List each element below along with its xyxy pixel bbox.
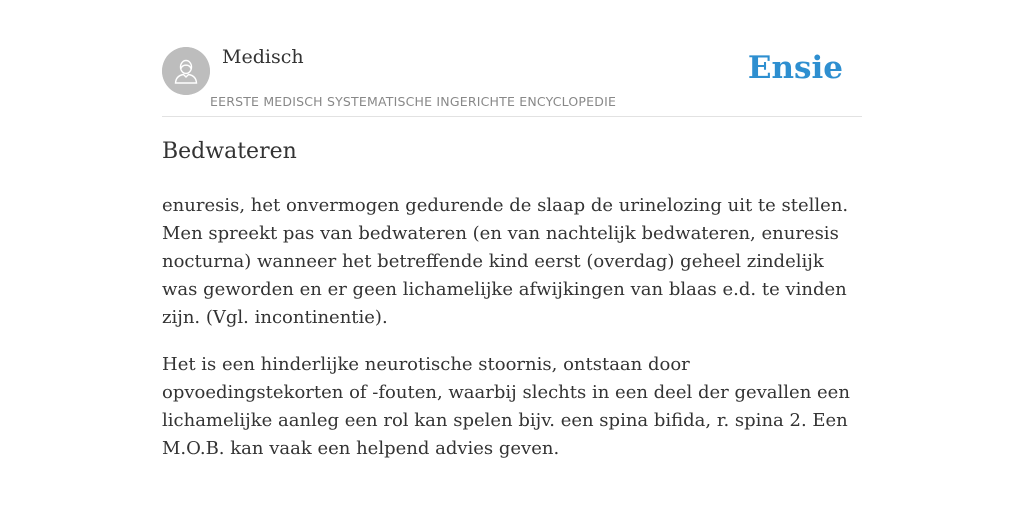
article-paragraph: Het is een hinderlijke neurotische stoornis, ontstaan door opvoedingstekorten of -fouten, waarbij slechts in een deel der gevallen een lichamelijke aanleg een rol kan spelen bijv. een spina bifida, r. spina 2. Een M.O.B. kan vaak een helpend advies geven. [162,354,850,459]
brand-logo[interactable]: Ensie [747,50,843,86]
page [162,0,862,512]
article-paragraph: enuresis, het onvermogen gedurende de slaap de urinelozing uit te stellen. Men spreekt pas van bedwateren (en van nachtelijk bedwateren, enuresis nocturna) wanneer het betreffende kind eerst (overdag) geheel zindelijk was geworden en er geen lichamelijke afwijkingen van blaas e.d. te vinden zijn. (Vgl. incontinentie). [162,195,849,328]
page-header [162,0,862,117]
source-name[interactable]: Medisch [222,46,304,68]
source-subtitle: EERSTE MEDISCH SYSTEMATISCHE INGERICHTE ENCYCLOPEDIE [210,94,617,109]
article-title: Bedwateren [162,139,297,164]
avatar[interactable] [162,47,210,95]
article-body [162,192,862,482]
user-icon [162,47,210,95]
